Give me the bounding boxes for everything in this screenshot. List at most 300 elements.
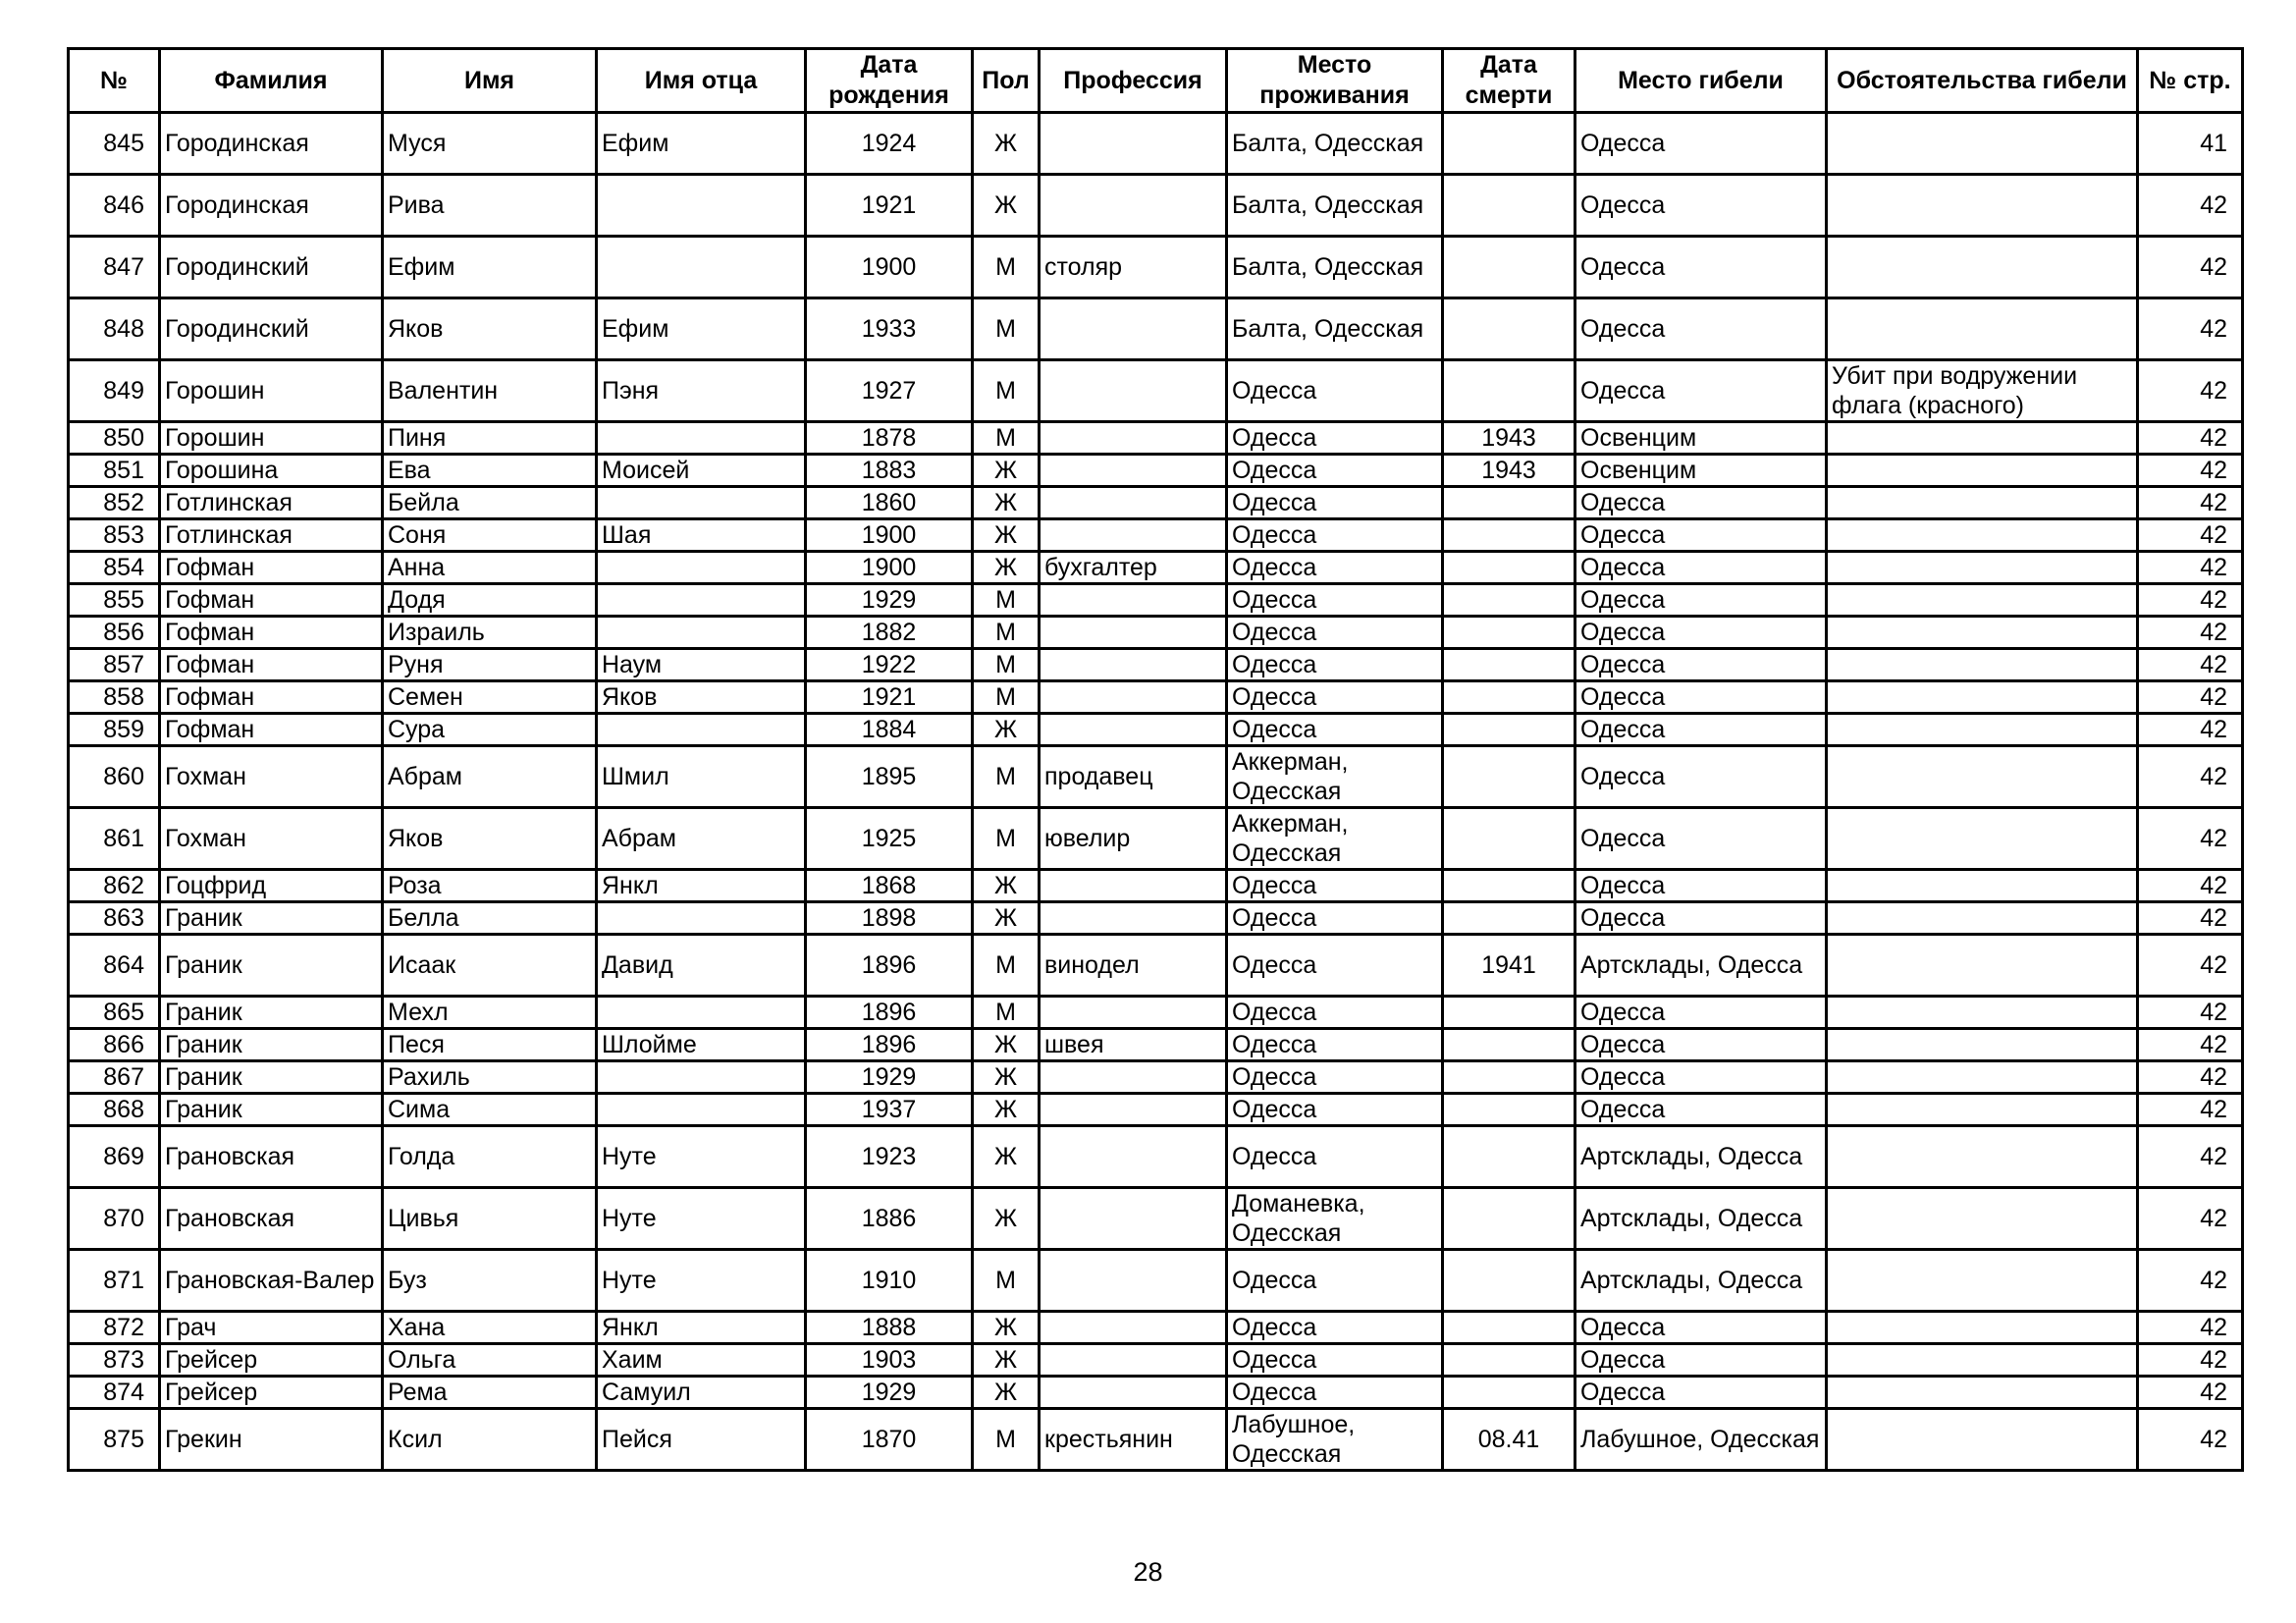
cell-birth-year: 1884	[806, 714, 973, 746]
table-row	[69, 175, 2243, 237]
cell-residence: Одесса	[1227, 681, 1443, 714]
cell-sex: Ж	[973, 1344, 1040, 1377]
cell-sex: М	[973, 1250, 1040, 1312]
cell-sex: Ж	[973, 519, 1040, 552]
cell-death-date: 08.41	[1443, 1409, 1575, 1471]
cell-residence: Лабушное, Одесская	[1227, 1409, 1443, 1471]
cell-death-date	[1443, 1188, 1575, 1250]
cell-name: Сура	[383, 714, 597, 746]
table-row	[69, 1126, 2243, 1188]
cell-residence: Балта, Одесская	[1227, 113, 1443, 175]
cell-father-name	[597, 997, 806, 1029]
cell-profession	[1040, 422, 1227, 455]
cell-father-name: Шмил	[597, 746, 806, 808]
cell-death-date	[1443, 1094, 1575, 1126]
cell-death-place: Одесса	[1575, 175, 1827, 237]
cell-number: 875	[69, 1409, 160, 1471]
cell-name: Анна	[383, 552, 597, 584]
cell-birth-year: 1870	[806, 1409, 973, 1471]
cell-profession: бухгалтер	[1040, 552, 1227, 584]
cell-number: 851	[69, 455, 160, 487]
table-row	[69, 552, 2243, 584]
cell-circumstances	[1827, 455, 2138, 487]
cell-circumstances	[1827, 113, 2138, 175]
cell-name: Цивья	[383, 1188, 597, 1250]
cell-circumstances	[1827, 1250, 2138, 1312]
table-row	[69, 584, 2243, 617]
cell-birth-year: 1868	[806, 870, 973, 902]
cell-surname: Гохман	[160, 808, 383, 870]
cell-surname: Грановская	[160, 1126, 383, 1188]
cell-death-date	[1443, 237, 1575, 298]
cell-name: Сима	[383, 1094, 597, 1126]
cell-residence: Одесса	[1227, 714, 1443, 746]
cell-name: Муся	[383, 113, 597, 175]
cell-surname: Грач	[160, 1312, 383, 1344]
cell-profession	[1040, 1344, 1227, 1377]
cell-circumstances	[1827, 487, 2138, 519]
cell-death-place: Одесса	[1575, 113, 1827, 175]
cell-father-name: Пейся	[597, 1409, 806, 1471]
cell-death-place: Одесса	[1575, 1061, 1827, 1094]
cell-profession	[1040, 1312, 1227, 1344]
cell-sex: М	[973, 808, 1040, 870]
cell-number: 872	[69, 1312, 160, 1344]
cell-sex: М	[973, 649, 1040, 681]
cell-circumstances	[1827, 298, 2138, 360]
cell-residence: Одесса	[1227, 1029, 1443, 1061]
cell-father-name: Шлойме	[597, 1029, 806, 1061]
cell-birth-year: 1886	[806, 1188, 973, 1250]
cell-father-name	[597, 175, 806, 237]
table-row	[69, 617, 2243, 649]
cell-death-date	[1443, 1029, 1575, 1061]
cell-circumstances	[1827, 902, 2138, 935]
cell-surname: Грекин	[160, 1409, 383, 1471]
cell-birth-year: 1896	[806, 1029, 973, 1061]
cell-name: Пиня	[383, 422, 597, 455]
cell-sex: М	[973, 584, 1040, 617]
table-row	[69, 1377, 2243, 1409]
cell-surname: Граник	[160, 1061, 383, 1094]
cell-birth-year: 1921	[806, 681, 973, 714]
cell-profession	[1040, 1061, 1227, 1094]
table-row	[69, 519, 2243, 552]
cell-number: 874	[69, 1377, 160, 1409]
cell-death-place: Одесса	[1575, 487, 1827, 519]
cell-profession	[1040, 997, 1227, 1029]
cell-birth-year: 1929	[806, 1377, 973, 1409]
cell-father-name	[597, 584, 806, 617]
cell-circumstances	[1827, 1344, 2138, 1377]
cell-sex: М	[973, 997, 1040, 1029]
cell-death-date	[1443, 487, 1575, 519]
table-row	[69, 714, 2243, 746]
table-row	[69, 746, 2243, 808]
header-death-place: Место гибели	[1575, 49, 1827, 113]
cell-death-date	[1443, 584, 1575, 617]
cell-father-name	[597, 237, 806, 298]
cell-death-place: Артсклады, Одесса	[1575, 1126, 1827, 1188]
cell-father-name: Хаим	[597, 1344, 806, 1377]
cell-page: 42	[2138, 935, 2243, 997]
cell-death-date	[1443, 681, 1575, 714]
cell-death-place: Одесса	[1575, 1094, 1827, 1126]
cell-profession: столяр	[1040, 237, 1227, 298]
cell-number: 859	[69, 714, 160, 746]
cell-number: 850	[69, 422, 160, 455]
table-row	[69, 870, 2243, 902]
cell-birth-year: 1896	[806, 997, 973, 1029]
cell-circumstances	[1827, 1029, 2138, 1061]
cell-name: Ольга	[383, 1344, 597, 1377]
cell-circumstances	[1827, 237, 2138, 298]
cell-father-name: Ефим	[597, 298, 806, 360]
cell-page: 42	[2138, 487, 2243, 519]
cell-surname: Готлинская	[160, 519, 383, 552]
cell-death-place: Одесса	[1575, 519, 1827, 552]
cell-death-date	[1443, 519, 1575, 552]
cell-number: 863	[69, 902, 160, 935]
cell-profession	[1040, 360, 1227, 422]
cell-number: 871	[69, 1250, 160, 1312]
cell-death-date	[1443, 902, 1575, 935]
cell-circumstances	[1827, 1188, 2138, 1250]
cell-sex: М	[973, 681, 1040, 714]
cell-profession	[1040, 1094, 1227, 1126]
table-row	[69, 455, 2243, 487]
cell-page: 42	[2138, 1094, 2243, 1126]
cell-page: 42	[2138, 1126, 2243, 1188]
cell-death-date	[1443, 1312, 1575, 1344]
cell-number: 855	[69, 584, 160, 617]
header-name: Имя	[383, 49, 597, 113]
cell-profession	[1040, 1250, 1227, 1312]
cell-profession	[1040, 298, 1227, 360]
victims-table	[67, 47, 2244, 1472]
cell-circumstances	[1827, 617, 2138, 649]
cell-residence: Одесса	[1227, 1250, 1443, 1312]
cell-sex: Ж	[973, 714, 1040, 746]
cell-death-place: Артсклады, Одесса	[1575, 1188, 1827, 1250]
header-sex: Пол	[973, 49, 1040, 113]
cell-number: 870	[69, 1188, 160, 1250]
cell-page: 42	[2138, 455, 2243, 487]
cell-profession: ювелир	[1040, 808, 1227, 870]
cell-name: Яков	[383, 298, 597, 360]
cell-birth-year: 1910	[806, 1250, 973, 1312]
cell-sex: Ж	[973, 1029, 1040, 1061]
cell-circumstances	[1827, 1312, 2138, 1344]
cell-name: Рива	[383, 175, 597, 237]
cell-death-date	[1443, 1344, 1575, 1377]
cell-sex: М	[973, 746, 1040, 808]
cell-father-name	[597, 1094, 806, 1126]
cell-circumstances	[1827, 870, 2138, 902]
cell-surname: Горошин	[160, 422, 383, 455]
cell-death-place: Одесса	[1575, 617, 1827, 649]
cell-father-name: Яков	[597, 681, 806, 714]
cell-name: Исаак	[383, 935, 597, 997]
cell-birth-year: 1888	[806, 1312, 973, 1344]
cell-residence: Одесса	[1227, 617, 1443, 649]
cell-profession	[1040, 1377, 1227, 1409]
cell-residence: Одесса	[1227, 1094, 1443, 1126]
cell-father-name: Нуте	[597, 1126, 806, 1188]
cell-residence: Одесса	[1227, 649, 1443, 681]
cell-name: Хана	[383, 1312, 597, 1344]
cell-birth-year: 1929	[806, 1061, 973, 1094]
cell-sex: М	[973, 298, 1040, 360]
table-row	[69, 113, 2243, 175]
cell-number: 857	[69, 649, 160, 681]
cell-birth-year: 1900	[806, 237, 973, 298]
cell-name: Бейла	[383, 487, 597, 519]
cell-surname: Грановская-Валер	[160, 1250, 383, 1312]
cell-death-place: Одесса	[1575, 870, 1827, 902]
cell-sex: Ж	[973, 1061, 1040, 1094]
cell-death-date	[1443, 113, 1575, 175]
cell-surname: Граник	[160, 935, 383, 997]
cell-name: Рахиль	[383, 1061, 597, 1094]
header-death-date: Дата смерти	[1443, 49, 1575, 113]
cell-name: Валентин	[383, 360, 597, 422]
cell-death-place: Освенцим	[1575, 422, 1827, 455]
cell-sex: Ж	[973, 455, 1040, 487]
cell-death-place: Освенцим	[1575, 455, 1827, 487]
cell-name: Семен	[383, 681, 597, 714]
cell-number: 853	[69, 519, 160, 552]
cell-father-name: Пэня	[597, 360, 806, 422]
cell-number: 868	[69, 1094, 160, 1126]
cell-profession	[1040, 902, 1227, 935]
header-birth-date: Дата рождения	[806, 49, 973, 113]
cell-death-place: Одесса	[1575, 902, 1827, 935]
cell-death-place: Одесса	[1575, 237, 1827, 298]
cell-circumstances	[1827, 519, 2138, 552]
cell-sex: М	[973, 237, 1040, 298]
cell-page: 42	[2138, 746, 2243, 808]
cell-name: Голда	[383, 1126, 597, 1188]
cell-birth-year: 1878	[806, 422, 973, 455]
cell-page: 42	[2138, 584, 2243, 617]
cell-father-name	[597, 902, 806, 935]
table-row	[69, 1409, 2243, 1471]
cell-death-date	[1443, 298, 1575, 360]
cell-name: Буз	[383, 1250, 597, 1312]
cell-father-name: Нуте	[597, 1188, 806, 1250]
cell-profession	[1040, 584, 1227, 617]
header-row	[69, 49, 2243, 113]
cell-sex: М	[973, 360, 1040, 422]
cell-residence: Одесса	[1227, 455, 1443, 487]
cell-residence: Балта, Одесская	[1227, 175, 1443, 237]
cell-father-name: Самуил	[597, 1377, 806, 1409]
cell-death-place: Одесса	[1575, 552, 1827, 584]
cell-birth-year: 1882	[806, 617, 973, 649]
table-row	[69, 1312, 2243, 1344]
cell-father-name	[597, 617, 806, 649]
cell-circumstances	[1827, 1377, 2138, 1409]
cell-number: 846	[69, 175, 160, 237]
cell-circumstances	[1827, 935, 2138, 997]
cell-number: 873	[69, 1344, 160, 1377]
cell-birth-year: 1860	[806, 487, 973, 519]
cell-name: Мехл	[383, 997, 597, 1029]
cell-father-name	[597, 422, 806, 455]
cell-circumstances	[1827, 714, 2138, 746]
cell-residence: Одесса	[1227, 519, 1443, 552]
cell-name: Соня	[383, 519, 597, 552]
cell-father-name	[597, 1061, 806, 1094]
table-row	[69, 298, 2243, 360]
cell-birth-year: 1922	[806, 649, 973, 681]
table-row	[69, 649, 2243, 681]
cell-sex: Ж	[973, 870, 1040, 902]
cell-residence: Балта, Одесская	[1227, 298, 1443, 360]
header-page: № стр.	[2138, 49, 2243, 113]
cell-surname: Грановская	[160, 1188, 383, 1250]
cell-page: 42	[2138, 298, 2243, 360]
cell-death-date	[1443, 617, 1575, 649]
cell-birth-year: 1923	[806, 1126, 973, 1188]
cell-sex: М	[973, 935, 1040, 997]
cell-sex: М	[973, 1409, 1040, 1471]
cell-father-name	[597, 487, 806, 519]
cell-number: 869	[69, 1126, 160, 1188]
cell-circumstances	[1827, 746, 2138, 808]
cell-name: Рема	[383, 1377, 597, 1409]
cell-page: 42	[2138, 1377, 2243, 1409]
table-row	[69, 237, 2243, 298]
cell-birth-year: 1903	[806, 1344, 973, 1377]
cell-residence: Доманевка, Одесская	[1227, 1188, 1443, 1250]
cell-profession	[1040, 1188, 1227, 1250]
cell-number: 856	[69, 617, 160, 649]
cell-birth-year: 1921	[806, 175, 973, 237]
cell-profession	[1040, 113, 1227, 175]
cell-profession	[1040, 617, 1227, 649]
cell-residence: Одесса	[1227, 1344, 1443, 1377]
cell-surname: Граник	[160, 997, 383, 1029]
cell-surname: Граник	[160, 902, 383, 935]
cell-birth-year: 1933	[806, 298, 973, 360]
table-row	[69, 1344, 2243, 1377]
cell-death-place: Одесса	[1575, 746, 1827, 808]
cell-circumstances	[1827, 649, 2138, 681]
cell-page: 41	[2138, 113, 2243, 175]
cell-sex: Ж	[973, 175, 1040, 237]
cell-name: Песя	[383, 1029, 597, 1061]
header-surname: Фамилия	[160, 49, 383, 113]
cell-surname: Гофман	[160, 584, 383, 617]
cell-residence: Одесса	[1227, 584, 1443, 617]
cell-surname: Грейсер	[160, 1344, 383, 1377]
table-row	[69, 681, 2243, 714]
cell-name: Израиль	[383, 617, 597, 649]
cell-birth-year: 1898	[806, 902, 973, 935]
cell-circumstances	[1827, 584, 2138, 617]
cell-father-name: Шая	[597, 519, 806, 552]
cell-father-name: Янкл	[597, 1312, 806, 1344]
cell-profession	[1040, 487, 1227, 519]
cell-father-name: Абрам	[597, 808, 806, 870]
cell-circumstances: Убит при водружении флага (красного)	[1827, 360, 2138, 422]
cell-death-place: Одесса	[1575, 1312, 1827, 1344]
cell-father-name: Нуте	[597, 1250, 806, 1312]
cell-page: 42	[2138, 997, 2243, 1029]
cell-father-name	[597, 552, 806, 584]
cell-residence: Одесса	[1227, 1377, 1443, 1409]
cell-death-place: Одесса	[1575, 808, 1827, 870]
cell-death-date	[1443, 1377, 1575, 1409]
cell-number: 854	[69, 552, 160, 584]
cell-surname: Городинская	[160, 113, 383, 175]
cell-sex: Ж	[973, 1312, 1040, 1344]
cell-father-name: Давид	[597, 935, 806, 997]
cell-surname: Граник	[160, 1094, 383, 1126]
cell-birth-year: 1924	[806, 113, 973, 175]
table-row	[69, 1250, 2243, 1312]
cell-surname: Гофман	[160, 681, 383, 714]
cell-surname: Городинская	[160, 175, 383, 237]
table-row	[69, 487, 2243, 519]
table-row	[69, 808, 2243, 870]
cell-name: Ксил	[383, 1409, 597, 1471]
cell-circumstances	[1827, 1126, 2138, 1188]
cell-circumstances	[1827, 1061, 2138, 1094]
cell-page: 42	[2138, 1344, 2243, 1377]
header-circumstances: Обстоятельства гибели	[1827, 49, 2138, 113]
cell-death-place: Одесса	[1575, 1029, 1827, 1061]
cell-death-date	[1443, 552, 1575, 584]
cell-death-date	[1443, 870, 1575, 902]
header-father-name: Имя отца	[597, 49, 806, 113]
cell-page: 42	[2138, 681, 2243, 714]
page-number: 28	[1133, 1557, 1163, 1587]
cell-sex: М	[973, 617, 1040, 649]
header-number: №	[69, 49, 160, 113]
cell-sex: Ж	[973, 113, 1040, 175]
cell-surname: Горошина	[160, 455, 383, 487]
cell-residence: Одесса	[1227, 422, 1443, 455]
cell-birth-year: 1895	[806, 746, 973, 808]
cell-father-name	[597, 714, 806, 746]
cell-circumstances	[1827, 552, 2138, 584]
cell-death-place: Одесса	[1575, 714, 1827, 746]
cell-birth-year: 1927	[806, 360, 973, 422]
cell-page: 42	[2138, 519, 2243, 552]
cell-residence: Аккерман, Одесская	[1227, 746, 1443, 808]
cell-birth-year: 1900	[806, 552, 973, 584]
cell-sex: Ж	[973, 1188, 1040, 1250]
cell-death-date	[1443, 746, 1575, 808]
cell-number: 852	[69, 487, 160, 519]
cell-residence: Одесса	[1227, 1312, 1443, 1344]
cell-birth-year: 1896	[806, 935, 973, 997]
cell-residence: Одесса	[1227, 1061, 1443, 1094]
cell-sex: М	[973, 422, 1040, 455]
cell-surname: Гохман	[160, 746, 383, 808]
cell-residence: Одесса	[1227, 552, 1443, 584]
cell-sex: Ж	[973, 902, 1040, 935]
cell-death-place: Артсклады, Одесса	[1575, 935, 1827, 997]
cell-profession	[1040, 1126, 1227, 1188]
cell-birth-year: 1925	[806, 808, 973, 870]
cell-profession: винодел	[1040, 935, 1227, 997]
cell-birth-year: 1900	[806, 519, 973, 552]
cell-sex: Ж	[973, 552, 1040, 584]
